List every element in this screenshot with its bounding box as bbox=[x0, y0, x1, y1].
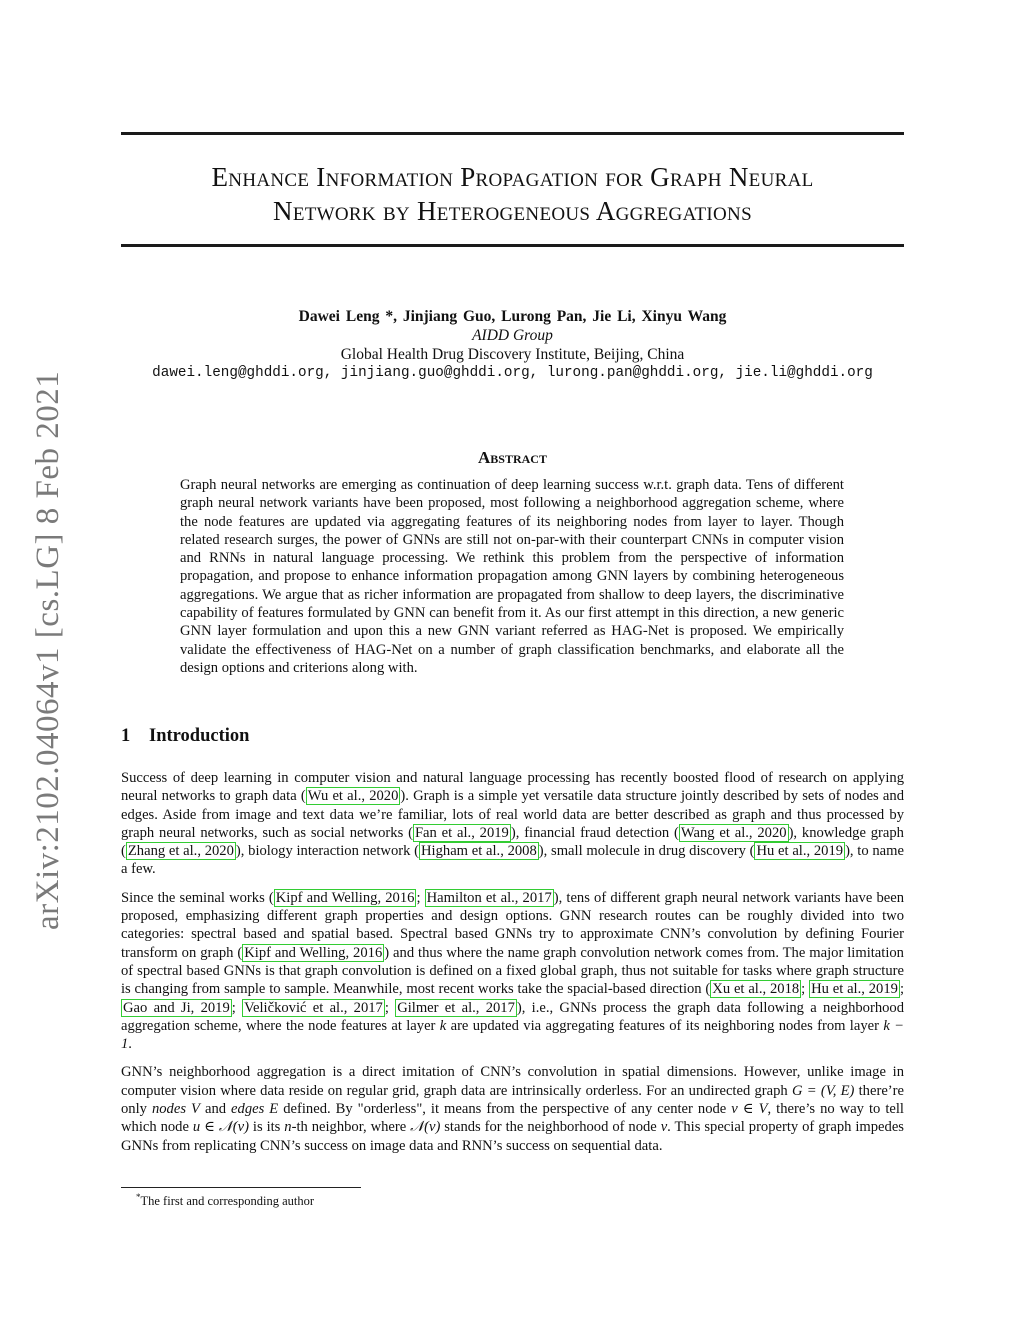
text-run: are updated via aggregating features of its neighboring nodes from layer bbox=[446, 1017, 884, 1034]
footnote bbox=[136, 1192, 314, 1209]
text-run: ), to name a few. bbox=[121, 843, 904, 878]
author-institute: Global Health Drug Discovery Institute, Beijing, China bbox=[340, 346, 685, 363]
citation-link[interactable]: Wang et al., 2020 bbox=[680, 824, 787, 841]
arxiv-stamp: arXiv:2102.04064v1 [cs.LG] 8 Feb 2021 bbox=[30, 370, 66, 930]
text-run: ; bbox=[801, 981, 810, 998]
citation-link[interactable]: Xu et al., 2018 bbox=[712, 981, 800, 998]
footnote-mark: * bbox=[136, 1192, 141, 1202]
text-run: ; bbox=[384, 999, 396, 1016]
intro-paragraph-3 bbox=[121, 1063, 904, 1154]
math-inline: 𝒩(v) bbox=[410, 1119, 441, 1136]
footnote-text: The first and corresponding author bbox=[140, 1194, 315, 1209]
title-line-1: Enhance Information Propagation for Graph Neural bbox=[211, 162, 814, 192]
author-names: Dawei Leng *, Jinjiang Guo, Lurong Pan, Jie Li, Xinyu Wang bbox=[298, 308, 727, 325]
text-run: ; bbox=[231, 999, 243, 1016]
emphasis-text: nodes bbox=[151, 1101, 187, 1118]
math-inline: V bbox=[191, 1101, 200, 1118]
math-inline: v ∈ V bbox=[731, 1101, 768, 1118]
introduction-body bbox=[121, 769, 904, 1165]
math-inline: u ∈ 𝒩(v) bbox=[192, 1119, 249, 1136]
text-run: ). Graph is a simple yet versatile data structure jointly described by sets of nodes and edges. Aside from image and text data we’re familiar, lots of real world data are better described as graph and thus processed by graph neural networks, such as social networks ( bbox=[121, 788, 905, 841]
citation-link[interactable]: Kipf and Welling, 2016 bbox=[244, 944, 383, 961]
citation-link[interactable]: Hamilton et al., 2017 bbox=[426, 889, 552, 906]
text-run: ) and thus where the name graph convolution network comes from. The major limitation of spectral based GNNs is that graph convolution is defined on a fixed global graph, thus not suitable for tasks where graph structure is changing from sample to sample. Meanwhile, most recent works take the spacial-based direction ( bbox=[121, 944, 904, 998]
author-emails: dawei.leng@ghddi.org, jinjiang.guo@ghddi.org, lurong.pan@ghddi.org, jie.li@ghddi.org bbox=[152, 365, 873, 381]
math-inline: n bbox=[284, 1119, 292, 1136]
text-run: Success of deep learning in computer vision and natural language processing has recently boosted flood of research on applying neural networks to graph data ( bbox=[121, 770, 904, 805]
citation-link[interactable]: Hu et al., 2019 bbox=[811, 981, 898, 998]
text-run: and bbox=[199, 1101, 232, 1118]
citation-link[interactable]: Gilmer et al., 2017 bbox=[397, 999, 515, 1016]
text-run: defined. By "orderless", it means from the perspective of any center node bbox=[278, 1101, 732, 1118]
math-inline: G = (V, E) bbox=[791, 1082, 855, 1099]
abstract-heading: Abstract bbox=[478, 448, 547, 467]
title-bottom-rule bbox=[121, 244, 904, 247]
citation-link[interactable]: Kipf and Welling, 2016 bbox=[275, 889, 415, 906]
citation-link[interactable]: Zhang et al., 2020 bbox=[127, 843, 234, 860]
text-run: ), knowledge graph ( bbox=[121, 824, 904, 860]
text-run: . bbox=[128, 1036, 132, 1053]
author-group: AIDD Group bbox=[472, 327, 553, 344]
intro-paragraph-2 bbox=[121, 889, 904, 1054]
title-line-2: Network by Heterogeneous Aggregations bbox=[273, 196, 752, 226]
text-run: is its bbox=[249, 1119, 285, 1136]
text-run: . This special property of graph impedes GNNs from replicating CNN’s success on image data and RNN’s success on sequential data. bbox=[121, 1119, 904, 1154]
citation-link[interactable]: Hu et al., 2019 bbox=[756, 843, 844, 860]
paper-title bbox=[121, 160, 904, 228]
math-inline: E bbox=[269, 1101, 279, 1118]
abstract-text: Graph neural networks are emerging as continuation of deep learning success w.r.t. graph data. Tens of different graph neural network variants have been proposed, most following a neighborhood aggregation scheme, where the node features are updated via aggregating features of its neighboring nodes from layer to layer. Though related research surges, the power of GNNs are still not on-par-with their counterpart CNNs in computer vision and RNNs in natural language processing. We rethink this problem from the perspective of information propagation, and propose to enhance information propagation among GNN layers by combining heterogeneous aggregations. We argue that as richer information are propagated from shallow to deep layers, the discriminative capability of features formulated by GNN can benefit from it. As our first attempt in this direction, a new generic GNN layer formulation and upon this a new GNN variant referred as HAG-Net is proposed. We empirically validate the effectiveness of HAG-Net on a number of graph classification benchmarks, and elaborate all the design options and criterions along with. bbox=[180, 477, 844, 676]
intro-paragraph-1 bbox=[121, 769, 904, 879]
citation-link[interactable]: Wu et al., 2020 bbox=[307, 788, 399, 805]
text-run: GNN’s neighborhood aggregation is a direct imitation of CNN’s convolution in spatial dimensions. However, unlike image in computer vision where data reside on regular grid, graph data are intrinsically orderless. For an undirected graph bbox=[121, 1064, 904, 1099]
citation-link[interactable]: Higham et al., 2008 bbox=[421, 843, 537, 860]
text-run: ), i.e., GNNs process the graph data following a neighborhood aggregation scheme, where the node features at layer bbox=[121, 999, 905, 1034]
text-run: -th neighbor, where bbox=[291, 1119, 411, 1136]
citation-link[interactable]: Fan et al., 2019 bbox=[414, 824, 509, 841]
citation-link[interactable]: Gao and Ji, 2019 bbox=[123, 999, 230, 1016]
text-run: there’re only bbox=[121, 1082, 904, 1118]
section-number: 1 bbox=[121, 726, 131, 746]
title-top-rule bbox=[121, 132, 904, 135]
text-run: ), tens of different graph neural network variants have been proposed, emphasizing different graph properties and design options. GNN research routes can be roughly divided into two categories: spectral based and spatial based. Spectral based GNNs try to approximate CNN’s convolution by defining Fourier transform on graph ( bbox=[121, 889, 904, 961]
author-block bbox=[121, 307, 904, 383]
text-run: ), financial fraud detection ( bbox=[510, 824, 679, 841]
text-run: ; bbox=[416, 889, 425, 906]
footnote-rule bbox=[121, 1187, 361, 1188]
text-run: ), small molecule in drug discovery ( bbox=[538, 843, 755, 860]
math-inline: k − 1 bbox=[121, 1017, 904, 1053]
text-run: , there’s no way to tell which node bbox=[121, 1101, 904, 1136]
text-run: Since the seminal works ( bbox=[121, 889, 274, 906]
emphasis-text: edges bbox=[231, 1101, 265, 1118]
section-title: Introduction bbox=[149, 726, 250, 746]
section-heading bbox=[121, 726, 249, 747]
citation-link[interactable]: Veličković et al., 2017 bbox=[244, 999, 383, 1016]
text-run: stands for the neighborhood of node bbox=[440, 1119, 661, 1136]
math-inline: v bbox=[660, 1119, 668, 1136]
math-inline: k bbox=[439, 1017, 447, 1034]
text-run: ; bbox=[899, 981, 904, 998]
text-run: ), biology interaction network ( bbox=[235, 843, 420, 860]
